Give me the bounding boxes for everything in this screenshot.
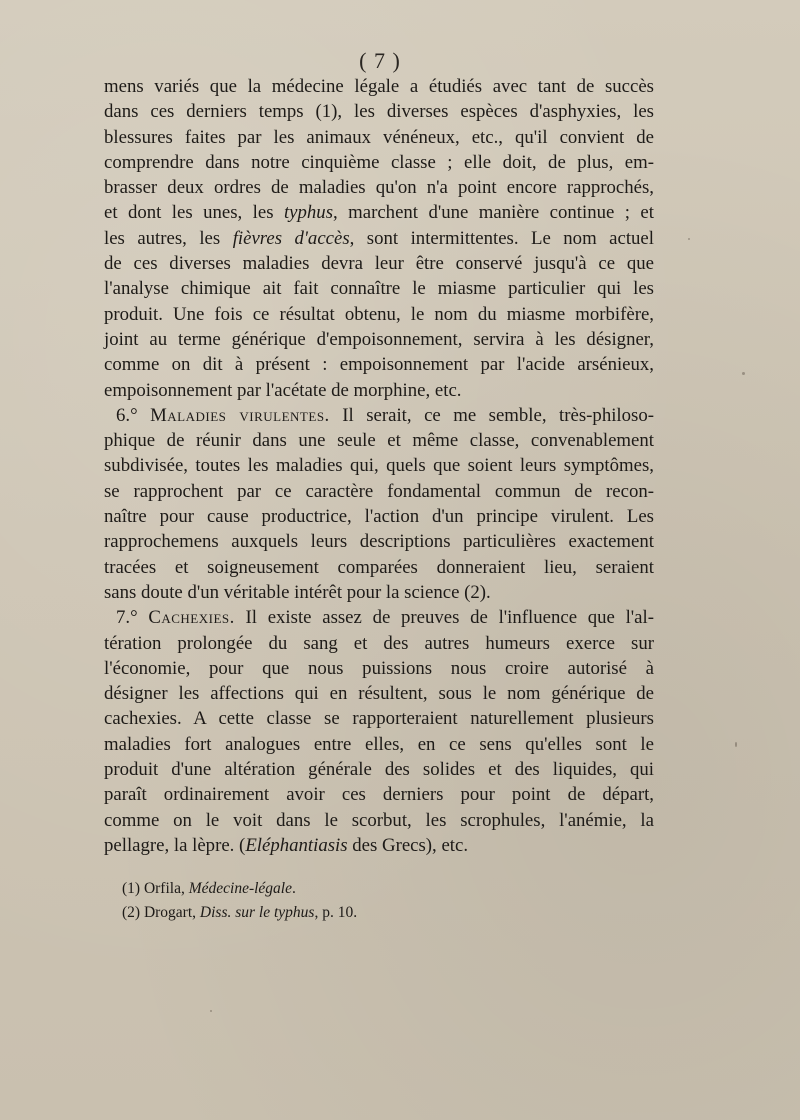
footnote-marker: (1) Orfila, (122, 880, 189, 897)
text-line: subdivisée, toutes les maladies qui, quels que soient leurs symptômes, (104, 455, 654, 477)
footnote-text: , p. 10. (314, 904, 358, 921)
text-line: blessures faites par les animaux vénéneux, etc., qu'il convient de (104, 126, 654, 148)
text-line: tracées et soigneusement comparées donneraient lieu, seraient (104, 556, 654, 578)
text-line: mens variés que la médecine légale a étudiés avec tant de succès (104, 76, 654, 97)
text-fragment: , marchent d'une manière continue ; et (333, 202, 654, 224)
text-line: comme on dit à présent : empoisonnement par l'acide arsénieux, (104, 354, 654, 376)
section-6-first-line (104, 403, 654, 428)
paper-speck (742, 372, 745, 375)
text-line: l'économie, pour que nous puissions nous croire autorisé à (104, 657, 654, 679)
text-line: produit. Une fois ce résultat obtenu, le nom du miasme morbifère, (104, 303, 654, 325)
page-number: ( 7 ) (359, 48, 401, 73)
text-line: comprendre dans notre cinquième classe ; elle doit, de plus, em- (104, 151, 654, 173)
section-heading: Maladies virulentes. (150, 404, 330, 426)
text-fragment: Il serait, ce me semble, très-philoso- (329, 404, 654, 426)
footnote-2 (122, 901, 642, 925)
text-line: phique de réunir dans une seule et même classe, convenablement (104, 430, 654, 452)
text-line: l'analyse chimique ait fait connaître le miasme particulier qui les (104, 278, 654, 300)
text-line: paraît ordinairement avoir ces derniers pour point de départ, (104, 784, 654, 806)
text-line: comme on le voit dans le scorbut, les scrophules, l'anémie, la (104, 809, 654, 831)
text-line (104, 226, 654, 251)
text-fragment: des Grecs), etc. (347, 834, 469, 856)
section-number: 7.° (116, 607, 149, 629)
text-line: désigner les affections qui en résultent, sous le nom générique de (104, 683, 654, 705)
section-number: 6.° (116, 404, 151, 426)
text-fragment: Il existe assez de preuves de l'influence que l'al- (234, 607, 654, 629)
footnote-1 (122, 877, 642, 901)
footnote-title: Diss. sur le typhus (199, 904, 315, 921)
footnotes (122, 877, 642, 925)
footnote-marker: (2) Drogart, (122, 904, 200, 921)
paper-speck (210, 1010, 212, 1012)
text-line: empoisonnement par l'acétate de morphine, etc. (104, 379, 462, 401)
text-fragment: , sont intermittentes. Le nom actuel (349, 227, 654, 249)
text-fragment: les autres, les (104, 227, 233, 249)
text-line: produit d'une altération générale des solides et des liquides, qui (104, 759, 654, 781)
section-heading: Cachexies. (148, 607, 235, 629)
text-line: de ces diverses maladies devra leur être conservé jusqu'à ce que (104, 253, 654, 275)
paper-speck (735, 742, 737, 747)
text-line (104, 200, 654, 225)
text-line: tération prolongée du sang et des autres humeurs exerce sur (104, 632, 654, 654)
footnote-title: Médecine-légale (188, 880, 292, 897)
text-line: naître pour cause productrice, l'action d'un principe virulent. Les (104, 506, 654, 528)
text-line: dans ces derniers temps (1), les diverses espèces d'asphyxies, les (104, 101, 654, 123)
text-line: brasser deux ordres de maladies qu'on n'a point encore rapprochés, (104, 177, 654, 199)
body-text (104, 74, 654, 858)
text-line: se rapprochent par ce caractère fondamental commun de recon- (104, 480, 654, 502)
paper-speck (688, 238, 690, 240)
italic-term: Eléphantiasis (245, 834, 348, 856)
section-7-first-line (104, 605, 654, 630)
text-line: joint au terme générique d'empoisonnement, servira à les désigner, (104, 328, 654, 350)
text-line: rapprochemens auxquels leurs descriptions particulières exactement (104, 531, 654, 553)
italic-term: typhus (283, 202, 334, 224)
text-line: cachexies. A cette classe se rapporteraient naturellement plusieurs (104, 708, 654, 730)
italic-term: fièvres d'accès (232, 227, 350, 249)
footnote-text: . (292, 880, 296, 897)
text-line: maladies fort analogues entre elles, en ce sens qu'elles sont le (104, 733, 654, 755)
text-line (104, 833, 654, 858)
text-fragment: pellagre, la lèpre. ( (104, 834, 246, 856)
text-fragment: et dont les unes, les (104, 202, 284, 224)
text-line: sans doute d'un véritable intérêt pour la science (2). (104, 581, 491, 603)
